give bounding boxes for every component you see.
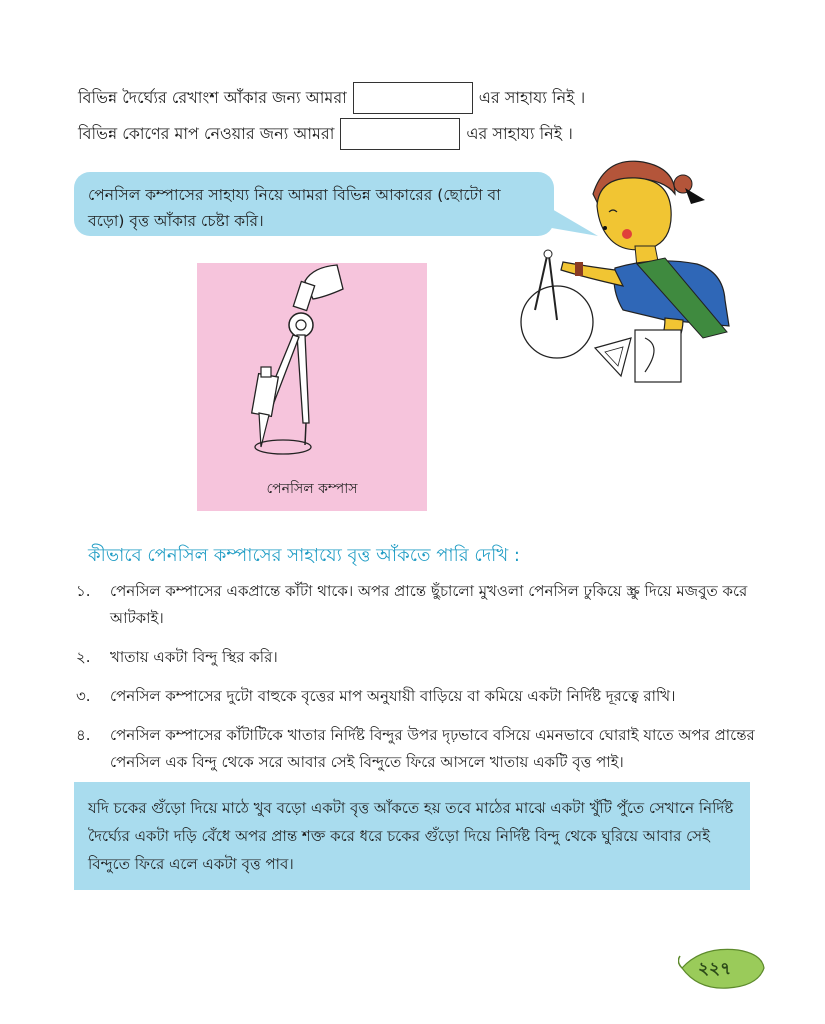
- list-item: [74, 722, 764, 776]
- step-text: পেনসিল কম্পাসের দুটো বাহুকে বৃত্তের মাপ অনুযায়ী বাড়িয়ে বা কমিয়ে একটা নির্দিষ্ট দূরত্বে রাখি।: [110, 687, 676, 705]
- step-text: পেনসিল কম্পাসের কাঁটাটিকে খাতার নির্দিষ্ট বিন্দুর উপর দৃঢ়ভাবে বসিয়ে এমনভাবে ঘোরাই যাতে অপর প্রান্তের পেনসিল এক বিন্দু থেকে সরে আবার সেই বিন্দুতে ফিরে আসলে খাতায় একটি বৃত্ত পাই।: [110, 726, 755, 771]
- page-number-badge: [678, 944, 768, 994]
- woman-drawing-circle-illustration: [515, 150, 745, 400]
- step-number: ২.: [76, 648, 91, 666]
- answer-box-1[interactable]: [353, 82, 473, 114]
- pencil-compass-figure: [197, 263, 427, 511]
- pencil-compass-icon: [197, 263, 427, 473]
- speech-bubble: [74, 172, 554, 236]
- fill-in-line-2: [78, 118, 573, 150]
- list-item: [74, 644, 764, 671]
- figure-caption: পেনসিল কম্পাস: [266, 481, 358, 497]
- step-number: ৪.: [76, 726, 91, 744]
- answer-box-2[interactable]: [340, 118, 460, 150]
- fill-in-line-2-text-before: বিভিন্ন কোণের মাপ নেওয়ার জন্য আমরা: [78, 123, 335, 143]
- fill-in-line-1-text-before: বিভিন্ন দৈর্ঘ্যের রেখাংশ আঁকার জন্য আমরা: [78, 87, 347, 107]
- note-text: যদি চকের গুঁড়ো দিয়ে মাঠে খুব বড়ো একটা বৃত্ত আঁকতে হয় তবে মাঠের মাঝে একটা খুঁটি পুঁতে সেখানে নির্দিষ্ট দৈর্ঘ্যের একটা দড়ি বেঁধে অপর প্রান্ত শক্ত করে ধরে চকের গুঁড়ো দিয়ে নির্দিষ্ট বিন্দু থেকে ঘুরিয়ে আবার সেই বিন্দুতে ফিরে এলে একটা বৃত্ত পাব।: [88, 799, 734, 873]
- step-text: খাতায় একটা বিন্দু স্থির করি।: [110, 648, 278, 666]
- list-item: [74, 683, 764, 710]
- step-text: পেনসিল কম্পাসের একপ্রান্তে কাঁটা থাকে। অপর প্রান্তে ছুঁচালো মুখওলা পেনসিল ঢুকিয়ে স্ক্রু দিয়ে মজবুত করে আটকাই।: [110, 582, 748, 627]
- list-item: [74, 578, 764, 632]
- fill-in-line-2-text-after: এর সাহায্য নিই ।: [466, 123, 573, 143]
- step-number: ৩.: [76, 687, 91, 705]
- steps-list: [74, 578, 764, 788]
- step-number: ১.: [76, 582, 91, 600]
- section-heading: কীভাবে পেনসিল কম্পাসের সাহায্যে বৃত্ত আঁকতে পারি দেখি :: [88, 545, 520, 566]
- page-number: ২২৭: [698, 959, 732, 979]
- speech-bubble-text: পেনসিল কম্পাসের সাহায্য নিয়ে আমরা বিভিন্ন আকারের (ছোটো বা বড়ো) বৃত্ত আঁকার চেষ্টা করি।: [88, 186, 501, 230]
- fill-in-line-1: [78, 82, 585, 114]
- note-box: [74, 782, 750, 890]
- fill-in-line-1-text-after: এর সাহায্য নিই ।: [478, 87, 586, 107]
